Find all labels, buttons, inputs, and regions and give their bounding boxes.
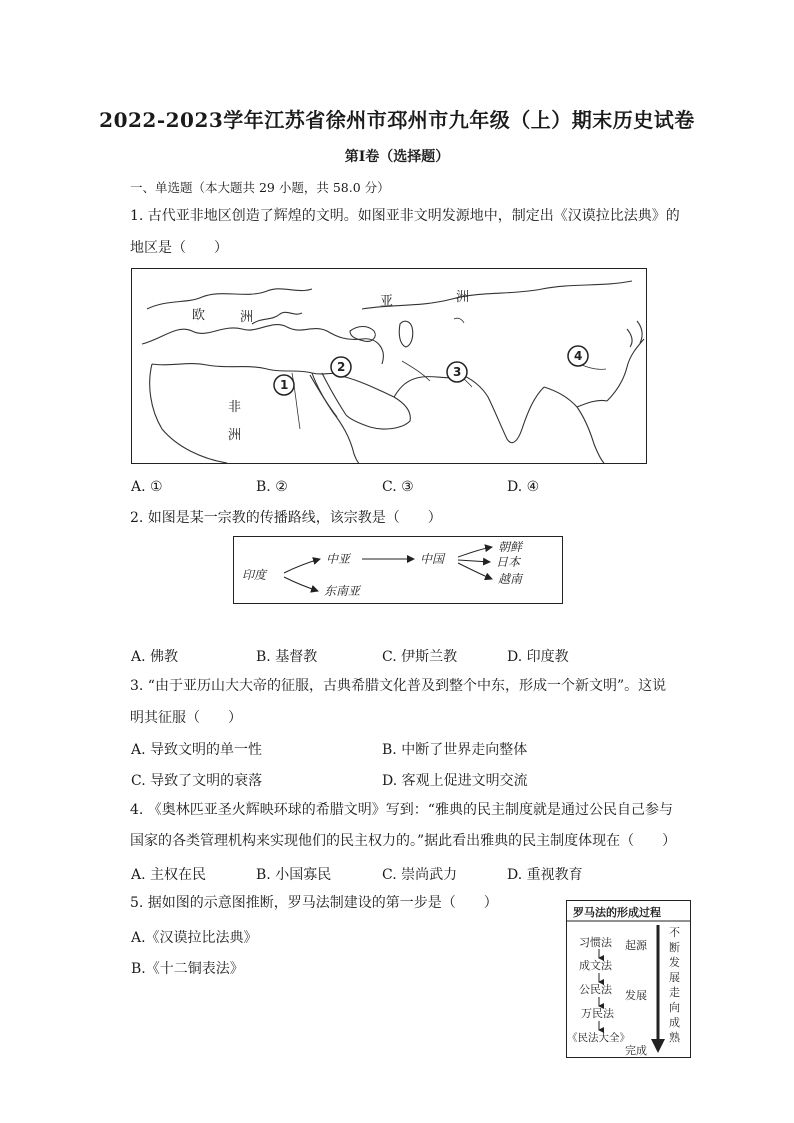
q2-option-c[interactable]: C. 伊斯兰教: [382, 649, 458, 665]
stage-complete: 完成: [625, 1044, 647, 1057]
svg-text:4: 4: [574, 349, 583, 363]
map-label-europe-1: 欧: [192, 308, 206, 323]
route-china: 中国: [420, 552, 445, 566]
arrow-char-6: 向: [669, 1001, 680, 1014]
map-label-europe-2: 洲: [240, 310, 254, 325]
arrow-india-southeast-asia: [284, 577, 318, 591]
q4-option-a[interactable]: A. 主权在民: [131, 867, 207, 883]
q2-option-d[interactable]: D. 印度教: [507, 649, 569, 665]
arrow-char-7: 成: [669, 1016, 680, 1029]
arrow-char-5: 走: [669, 986, 680, 999]
question-5-line-1: 5. 据如图的示意图推断，罗马法制建设的第一步是（ ）: [130, 895, 498, 911]
progress-arrow-head: [651, 1039, 665, 1053]
q1-option-b[interactable]: B. ②: [256, 479, 288, 495]
q2-option-a[interactable]: A. 佛教: [131, 649, 179, 665]
route-southeast-asia: 东南亚: [324, 584, 361, 598]
map-label-africa-1: 非: [228, 400, 242, 415]
route-japan: 日本: [496, 555, 521, 569]
map-marker-1: [274, 375, 294, 395]
step-written-law: 成文法: [579, 959, 612, 972]
map-marker-3: [447, 362, 467, 382]
roman-law-graphic: [567, 901, 690, 1057]
page-title: 2022-2023学年江苏省徐州市邳州市九年级（上）期末历史试卷: [99, 108, 695, 132]
q1-option-d[interactable]: D. ④: [507, 479, 540, 495]
q1-option-c[interactable]: C. ③: [382, 479, 414, 495]
step-customary-law: 习惯法: [579, 936, 612, 949]
route-vietnam: 越南: [498, 572, 523, 586]
q4-option-c[interactable]: C. 崇尚武力: [382, 867, 458, 883]
q4-option-d[interactable]: D. 重视教育: [507, 867, 583, 883]
q5-option-b[interactable]: B.《十二铜表法》: [131, 961, 244, 977]
step-law-of-nations: 万民法: [581, 1007, 614, 1020]
roman-law-diagram: [566, 900, 691, 1058]
stage-develop: 发展: [625, 989, 647, 1002]
stage-origin: 起源: [625, 939, 647, 952]
map-marker-2: [331, 357, 351, 377]
route-korea: 朝鲜: [498, 540, 523, 554]
map-label-africa-2: 洲: [228, 428, 242, 443]
question-2-line-1: 2. 如图是某一宗教的传播路线，该宗教是（ ）: [130, 510, 442, 526]
q1-option-a[interactable]: A. ①: [131, 479, 163, 495]
svg-text:3: 3: [453, 365, 462, 379]
spread-route-diagram: [233, 536, 563, 604]
arrow-india-central-asia: [284, 559, 320, 573]
route-graphic: [234, 537, 562, 603]
question-3-line-1: 3. “由于亚历山大大帝的征服，古典希腊文化普及到整个中东，形成一个新文明”。这说: [130, 678, 667, 694]
arrow-char-1: 不: [669, 926, 680, 939]
route-central-asia: 中亚: [326, 552, 351, 566]
q3-option-b[interactable]: B. 中断了世界走向整体: [382, 742, 528, 758]
volume-subtitle: 第I卷（选择题）: [344, 149, 450, 165]
question-3-line-2: 明其征服（ ）: [130, 710, 242, 726]
map-label-asia-1: 亚: [380, 294, 394, 309]
arrow-char-3: 发: [669, 956, 680, 969]
arrow-china-vietnam: [458, 563, 492, 579]
q3-option-a[interactable]: A. 导致文明的单一性: [131, 742, 263, 758]
svg-text:1: 1: [280, 378, 289, 392]
q2-option-b[interactable]: B. 基督教: [256, 649, 318, 665]
question-1-line-2: 地区是（ ）: [130, 240, 228, 256]
map-graphic: [132, 269, 646, 463]
question-1-line-1: 1. 古代亚非地区创造了辉煌的文明。如图亚非文明发源地中，制定出《汉谟拉比法典》的: [130, 208, 680, 224]
section-heading: 一、单选题（本大题共 29 小题，共 58.0 分）: [130, 180, 390, 195]
route-india: 印度: [242, 568, 267, 582]
diagram-title: 罗马法的形成过程: [573, 906, 661, 919]
map-marker-4: [568, 346, 588, 366]
q3-option-d[interactable]: D. 客观上促进文明交流: [382, 773, 528, 789]
arrow-char-4: 展: [669, 971, 680, 984]
q3-option-c[interactable]: C. 导致了文明的衰落: [131, 773, 263, 789]
arrow-china-japan: [458, 560, 490, 562]
q4-option-b[interactable]: B. 小国寡民: [256, 867, 332, 883]
arrow-char-8: 熟: [669, 1031, 680, 1044]
map-label-asia-2: 洲: [456, 290, 470, 305]
step-corpus-juris: 《民法大全》: [567, 1032, 630, 1044]
step-civil-law: 公民法: [579, 983, 612, 996]
question-4-line-1: 4. 《奥林匹亚圣火辉映环球的希腊文明》写到：“雅典的民主制度就是通过公民自己参与: [130, 802, 673, 818]
q5-option-a[interactable]: A.《汉谟拉比法典》: [131, 930, 258, 946]
arrow-china-korea: [458, 547, 492, 557]
map-figure: [131, 268, 647, 464]
arrow-char-2: 断: [669, 941, 680, 954]
svg-text:2: 2: [337, 360, 346, 374]
question-4-line-2: 国家的各类管理机构来实现他们的民主权力的。”据此看出雅典的民主制度体现在（ ）: [130, 833, 677, 849]
